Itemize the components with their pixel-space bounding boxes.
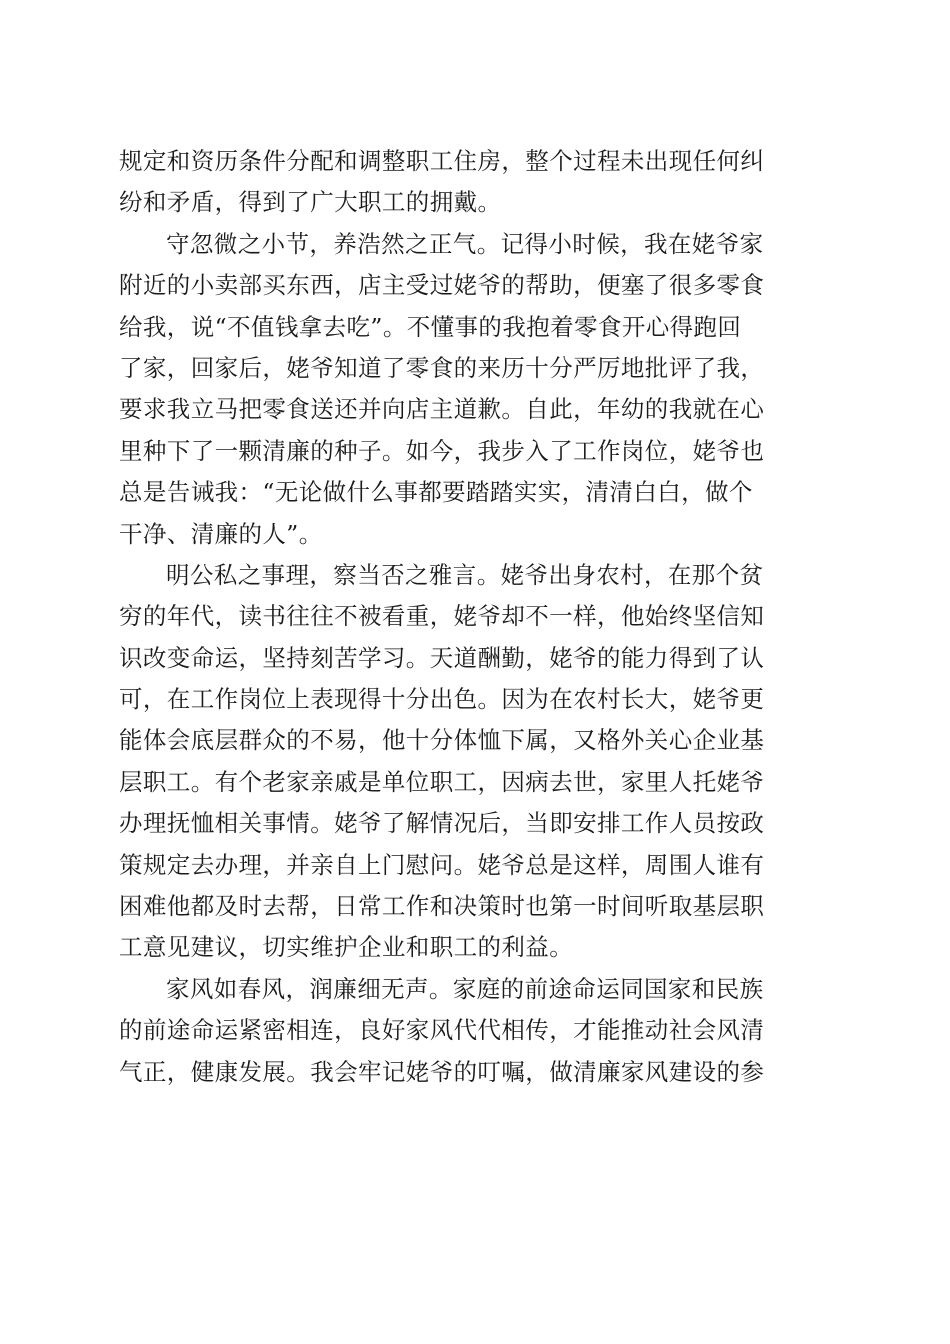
- text-line: 守忽微之小节，养浩然之正气。记得小时候，我在姥爷家: [166, 229, 764, 258]
- text-line: 穷的年代，读书往往不被看重，姥爷却不一样，他始终坚信知: [119, 602, 765, 631]
- text-line: 可，在工作岗位上表现得十分出色。因为在农村长大，姥爷更: [119, 685, 765, 714]
- paragraph-4: [119, 969, 829, 1093]
- text-line: 给我，说“不值钱拿去吃”。不懂事的我抱着零食开心得跑回: [119, 312, 742, 341]
- text-line: 办理抚恤相关事情。姥爷了解情况后，当即安排工作人员按政: [119, 809, 765, 838]
- text-line: 识改变命运，坚持刻苦学习。天道酬勤，姥爷的能力得到了认: [119, 643, 765, 672]
- text-line: 总是告诫我：“无论做什么事都要踏踏实实，清清白白，做个: [119, 478, 753, 507]
- text-line: 家风如春风，润廉细无声。家庭的前途命运同国家和民族: [166, 974, 764, 1003]
- text-line: 要求我立马把零食送还并向店主道歉。自此，年幼的我就在心: [119, 395, 765, 424]
- text-line: 附近的小卖部买东西，店主受过姥爷的帮助，便塞了很多零食: [119, 271, 765, 300]
- text-line: 困难他都及时去帮，日常工作和决策时也第一时间听取基层职: [119, 892, 765, 921]
- text-line: 工意见建议，切实维护企业和职工的利益。: [119, 933, 574, 962]
- text-line: 了家，回家后，姥爷知道了零食的来历十分严厉地批评了我，: [119, 353, 765, 382]
- article-body: [119, 141, 829, 1093]
- paragraph-3: [119, 555, 829, 969]
- text-line: 的前途命运紧密相连，良好家风代代相传，才能推动社会风清: [119, 1016, 765, 1045]
- text-line: 里种下了一颗清廉的种子。如今，我步入了工作岗位，姥爷也: [119, 436, 765, 465]
- text-line: 规定和资历条件分配和调整职工住房，整个过程未出现任何纠: [119, 147, 765, 175]
- text-line: 策规定去办理，并亲自上门慰问。姥爷总是这样，周围人谁有: [119, 850, 765, 879]
- text-line: 明公私之事理，察当否之雅言。姥爷出身农村，在那个贫: [166, 560, 764, 589]
- text-line: 层职工。有个老家亲戚是单位职工，因病去世，家里人托姥爷: [119, 767, 765, 796]
- text-line: 气正，健康发展。我会牢记姥爷的叮嘱，做清廉家风建设的参: [119, 1057, 765, 1086]
- text-line: 纷和矛盾，得到了广大职工的拥戴。: [119, 188, 502, 217]
- text-line: 干净、清廉的人”。: [119, 519, 323, 548]
- paragraph-1: [119, 141, 829, 224]
- paragraph-2: [119, 224, 829, 555]
- text-line: 能体会底层群众的不易，他十分体恤下属，又格外关心企业基: [119, 726, 765, 755]
